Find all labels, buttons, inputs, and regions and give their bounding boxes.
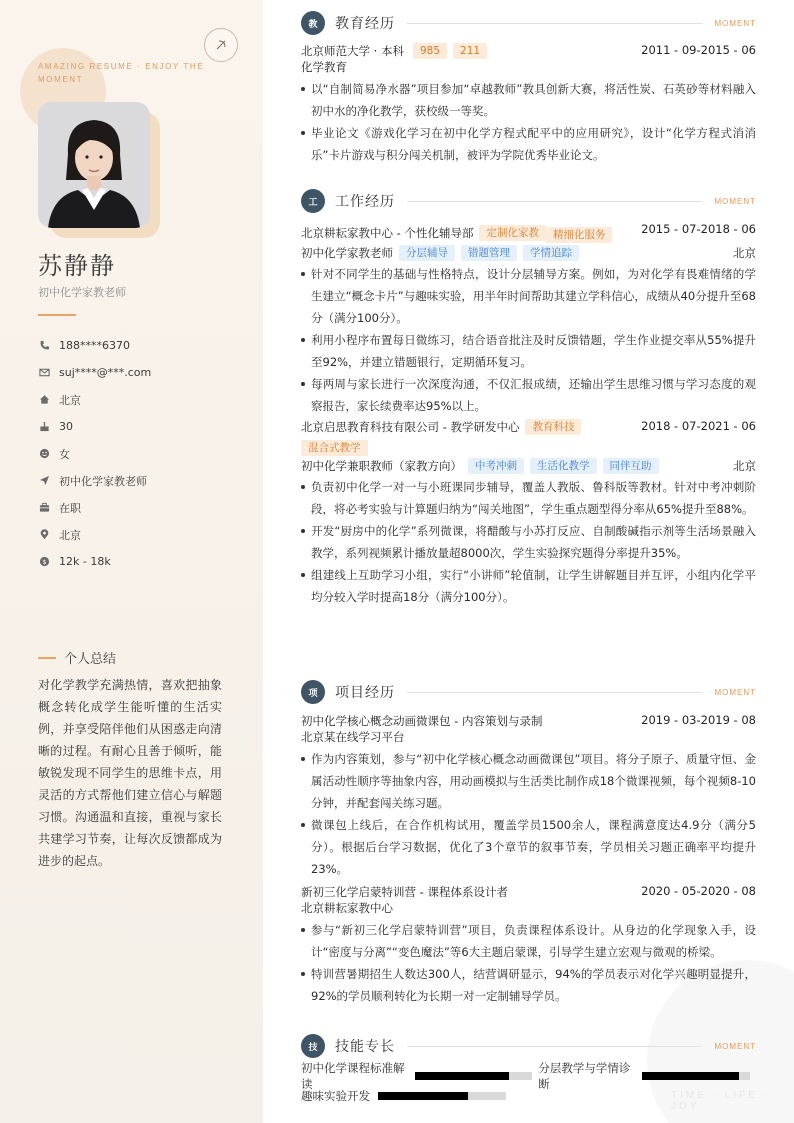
moment-label: MOMENT bbox=[714, 1041, 756, 1051]
job-date: 2015 - 07-2018 - 06 bbox=[641, 222, 756, 236]
money-icon bbox=[38, 556, 50, 568]
summary-text: 对化学教学充满热情，喜欢把抽象概念转化成学生能听懂的生活实例，并享受陪伴他们从困惑走向清晰的过程。有耐心且善于倾听，能敏锐发现不同学生的思维卡点，用灵活的方式帮他们建立信心与解题习惯。沟通温和直接，重视与家长共建学习节奏，让每次反馈都成为进步的起点。 bbox=[38, 678, 222, 868]
phone-icon bbox=[38, 340, 50, 352]
bullet-item: 以“自制简易净水器”项目参加“卓越教师”教具创新大赛，将活性炭、石英砂等材料融入初中水的净化教学，获校级一等奖。 bbox=[301, 78, 756, 122]
moment-label: MOMENT bbox=[714, 196, 756, 206]
skill-name: 趣味实验开发 bbox=[301, 1089, 370, 1103]
sidebar bbox=[0, 0, 263, 1123]
watermark-text: TIME · LIFE · JOY bbox=[671, 1090, 770, 1112]
education-left bbox=[301, 43, 487, 59]
position-row bbox=[301, 245, 756, 261]
contact-text: 北京 bbox=[59, 528, 81, 542]
contact-text: 188****6370 bbox=[59, 339, 130, 352]
education-date: 2011 - 09-2015 - 06 bbox=[641, 43, 756, 57]
contact-list bbox=[38, 332, 248, 575]
project-bullets bbox=[301, 919, 756, 1007]
position-tag: 同伴互助 bbox=[603, 458, 659, 474]
bullet-item: 参与“新初三化学启蒙特训营”项目，负责课程体系设计。从身边的化学现象入手，设计“密度与分离”“变色魔法”等6大主题启蒙课，引导学生建立宏观与微观的桥梁。 bbox=[301, 919, 756, 963]
summary-title: 个人总结 bbox=[64, 652, 117, 667]
skill-bar-fill bbox=[415, 1072, 509, 1080]
contact-text: 北京 bbox=[59, 393, 81, 407]
project-name: 新初三化学启蒙特训营 - 课程体系设计者 bbox=[301, 885, 508, 899]
position-tag: 错题管理 bbox=[461, 245, 517, 261]
bullet-item: 毕业论文《游戏化学习在初中化学方程式配平中的应用研究》，设计“化学方程式消消乐”卡片游戏与积分闯关机制，被评为学院优秀毕业论文。 bbox=[301, 122, 756, 166]
company-tag: 精细化服务 bbox=[546, 227, 613, 243]
skill-name: 初中化学课程标准解读 bbox=[301, 1061, 405, 1091]
project-icon: 项 bbox=[301, 680, 325, 704]
skill-bar-fill bbox=[378, 1092, 468, 1100]
education-icon: 教 bbox=[301, 11, 325, 35]
school-name: 北京师范大学 · 本科 bbox=[301, 44, 404, 58]
moment-label: MOMENT bbox=[714, 687, 756, 697]
moment-label: MOMENT bbox=[714, 18, 756, 28]
school-tag: 211 bbox=[453, 43, 487, 59]
location-icon bbox=[38, 529, 50, 541]
contact-text: 12k - 18k bbox=[59, 555, 111, 568]
candidate-name: 苏静静 bbox=[38, 252, 116, 280]
education-row bbox=[301, 43, 756, 59]
job-left bbox=[301, 419, 641, 456]
summary-accent bbox=[38, 657, 56, 659]
bullet-item: 微课包上线后，在合作机构试用，覆盖学员1500余人，课程满意度达4.9分（满分5分）。根据后台学习数据，优化了3个章节的叙事节奏，学员相关习题正确率平均提升23%。 bbox=[301, 814, 756, 880]
work-section bbox=[301, 189, 756, 608]
projects-section bbox=[301, 680, 756, 1007]
position-left bbox=[301, 245, 579, 261]
section-divider bbox=[407, 201, 702, 202]
bullet-item: 利用小程序布置每日微练习，结合语音批注及时反馈错题，学生作业提交率从55%提升至92%，并建立错题银行，定期循环复习。 bbox=[301, 329, 756, 373]
home-icon bbox=[38, 394, 50, 406]
position-tag: 分层辅导 bbox=[399, 245, 455, 261]
summary-heading bbox=[38, 648, 116, 667]
skill-bar-fill bbox=[642, 1072, 740, 1080]
section-header bbox=[301, 680, 756, 704]
section-divider bbox=[407, 1046, 702, 1047]
contact-text: 在职 bbox=[59, 501, 81, 515]
bullet-item: 作为内容策划，参与“初中化学核心概念动画微课包”项目。将分子原子、质量守恒、金属活动性顺序等抽象内容，用动画模拟与生活类比制作成18个微课视频，每个视频8-10分钟，并配套闯关练习题。 bbox=[301, 748, 756, 814]
bullet-item: 每两周与家长进行一次深度沟通，不仅汇报成绩，还输出学生思维习惯与学习态度的观察报告，家长续费率达95%以上。 bbox=[301, 373, 756, 417]
bullet-item: 负责初中化学一对一与小班课同步辅导，覆盖人教版、鲁科版等教材。针对中考冲刺阶段，将必考实验与计算题归纳为“闯关地图”，学生重点题型得分率从65%提升至88%。 bbox=[301, 476, 756, 520]
skill-bar bbox=[378, 1092, 506, 1100]
company-tag: 教育科技 bbox=[525, 419, 581, 435]
contact-text: 女 bbox=[59, 447, 70, 461]
skill-icon: 技 bbox=[301, 1034, 325, 1058]
project-row bbox=[301, 713, 756, 729]
project-org: 北京耕耘家教中心 bbox=[301, 901, 393, 915]
work-icon: 工 bbox=[301, 189, 325, 213]
job-row bbox=[301, 419, 756, 456]
candidate-role: 初中化学家教老师 bbox=[38, 286, 126, 299]
gender-icon bbox=[38, 448, 50, 460]
contact-item bbox=[38, 521, 248, 548]
briefcase-icon bbox=[38, 502, 50, 514]
skills-section bbox=[301, 1034, 756, 1106]
skill-bar bbox=[415, 1072, 533, 1080]
skill-name: 分层教学与学情诊断 bbox=[538, 1061, 631, 1091]
contact-item bbox=[38, 332, 248, 359]
position-left bbox=[301, 458, 659, 474]
leaf-badge-icon bbox=[204, 28, 238, 62]
skill-item bbox=[538, 1060, 750, 1092]
company-tag: 定制化家教 bbox=[479, 225, 546, 241]
contact-text: 初中化学家教老师 bbox=[59, 474, 147, 488]
contact-text: 30 bbox=[59, 420, 73, 433]
project-bullets bbox=[301, 748, 756, 880]
section-divider bbox=[407, 692, 702, 693]
job-bullets bbox=[301, 476, 756, 608]
section-header bbox=[301, 189, 756, 213]
position-name: 初中化学兼职教师（家教方向） bbox=[301, 459, 462, 473]
job-date: 2018 - 07-2021 - 06 bbox=[641, 419, 756, 433]
section-title: 教育经历 bbox=[335, 16, 395, 32]
mail-icon bbox=[38, 367, 50, 379]
education-bullets bbox=[301, 78, 756, 166]
main-content bbox=[263, 0, 794, 1123]
avatar bbox=[38, 102, 150, 228]
project-name: 初中化学核心概念动画微课包 - 内容策划与录制 bbox=[301, 714, 543, 728]
position-tag: 生活化教学 bbox=[530, 458, 597, 474]
company-name: 北京启思教育科技有限公司 - 教学研发中心 bbox=[301, 420, 520, 434]
position-row bbox=[301, 458, 756, 474]
company-tag: 混合式教学 bbox=[301, 440, 368, 456]
svg-text:$: $ bbox=[41, 557, 47, 566]
bullet-item: 针对不同学生的基础与性格特点，设计分层辅导方案。例如，为对化学有畏难情绪的学生建立“概念卡片”与趣味实验，用半年时间帮助其建立学科信心，成绩从40分提升至68分（满分100分）。 bbox=[301, 263, 756, 329]
education-section bbox=[301, 11, 756, 166]
bullet-item: 特训营暑期招生人数达300人，结营调研显示，94%的学员表示对化学兴趣明显提升，92%的学员顺利转化为长期一对一定制辅导学员。 bbox=[301, 963, 756, 1007]
accent-divider bbox=[38, 314, 76, 316]
skill-item bbox=[301, 1088, 506, 1104]
section-title: 工作经历 bbox=[335, 194, 395, 210]
major: 化学教育 bbox=[301, 60, 347, 74]
section-header bbox=[301, 1034, 756, 1058]
position-tag: 中考冲刺 bbox=[468, 458, 524, 474]
contact-item bbox=[38, 413, 248, 440]
job-row bbox=[301, 222, 756, 243]
company-name: 北京耕耘家教中心 - 个性化辅导部 bbox=[301, 225, 474, 240]
contact-item bbox=[38, 359, 248, 386]
section-title: 技能专长 bbox=[335, 1039, 395, 1055]
project-org: 北京某在线学习平台 bbox=[301, 730, 405, 744]
project-date: 2019 - 03-2019 - 08 bbox=[641, 713, 756, 727]
cake-icon bbox=[38, 421, 50, 433]
section-title: 项目经历 bbox=[335, 685, 395, 701]
contact-item bbox=[38, 440, 248, 467]
job-city: 北京 bbox=[733, 246, 756, 260]
contact-text: suj****@***.com bbox=[59, 366, 152, 379]
send-icon bbox=[38, 475, 50, 487]
project-row bbox=[301, 884, 756, 900]
bullet-item: 组建线上互助学习小组，实行“小讲师”轮值制，让学生讲解题目并互评，小组内化学平均分较入学时提高18分（满分100分）。 bbox=[301, 564, 756, 608]
section-divider bbox=[407, 23, 702, 24]
job-city: 北京 bbox=[733, 459, 756, 473]
skill-row bbox=[301, 1061, 756, 1091]
contact-item bbox=[38, 494, 248, 521]
skill-bar bbox=[642, 1072, 750, 1080]
skills-list bbox=[301, 1061, 756, 1106]
position-tag: 学情追踪 bbox=[523, 245, 579, 261]
section-header bbox=[301, 11, 756, 35]
job-left bbox=[301, 222, 641, 243]
bullet-item: 开发“厨房中的化学”系列微课，将醋酸与小苏打反应、自制酸碱指示剂等生活场景融入教学，系列视频累计播放量超8000次，学生实验探究题得分率提升35%。 bbox=[301, 520, 756, 564]
contact-item bbox=[38, 386, 248, 413]
school-tag: 985 bbox=[413, 43, 447, 59]
contact-item bbox=[38, 548, 248, 575]
position-name: 初中化学家教老师 bbox=[301, 246, 393, 260]
job-bullets bbox=[301, 263, 756, 417]
contact-item bbox=[38, 467, 248, 494]
project-date: 2020 - 05-2020 - 08 bbox=[641, 884, 756, 898]
tagline: AMAZING RESUME · ENJOY THE MOMENT bbox=[38, 62, 205, 84]
